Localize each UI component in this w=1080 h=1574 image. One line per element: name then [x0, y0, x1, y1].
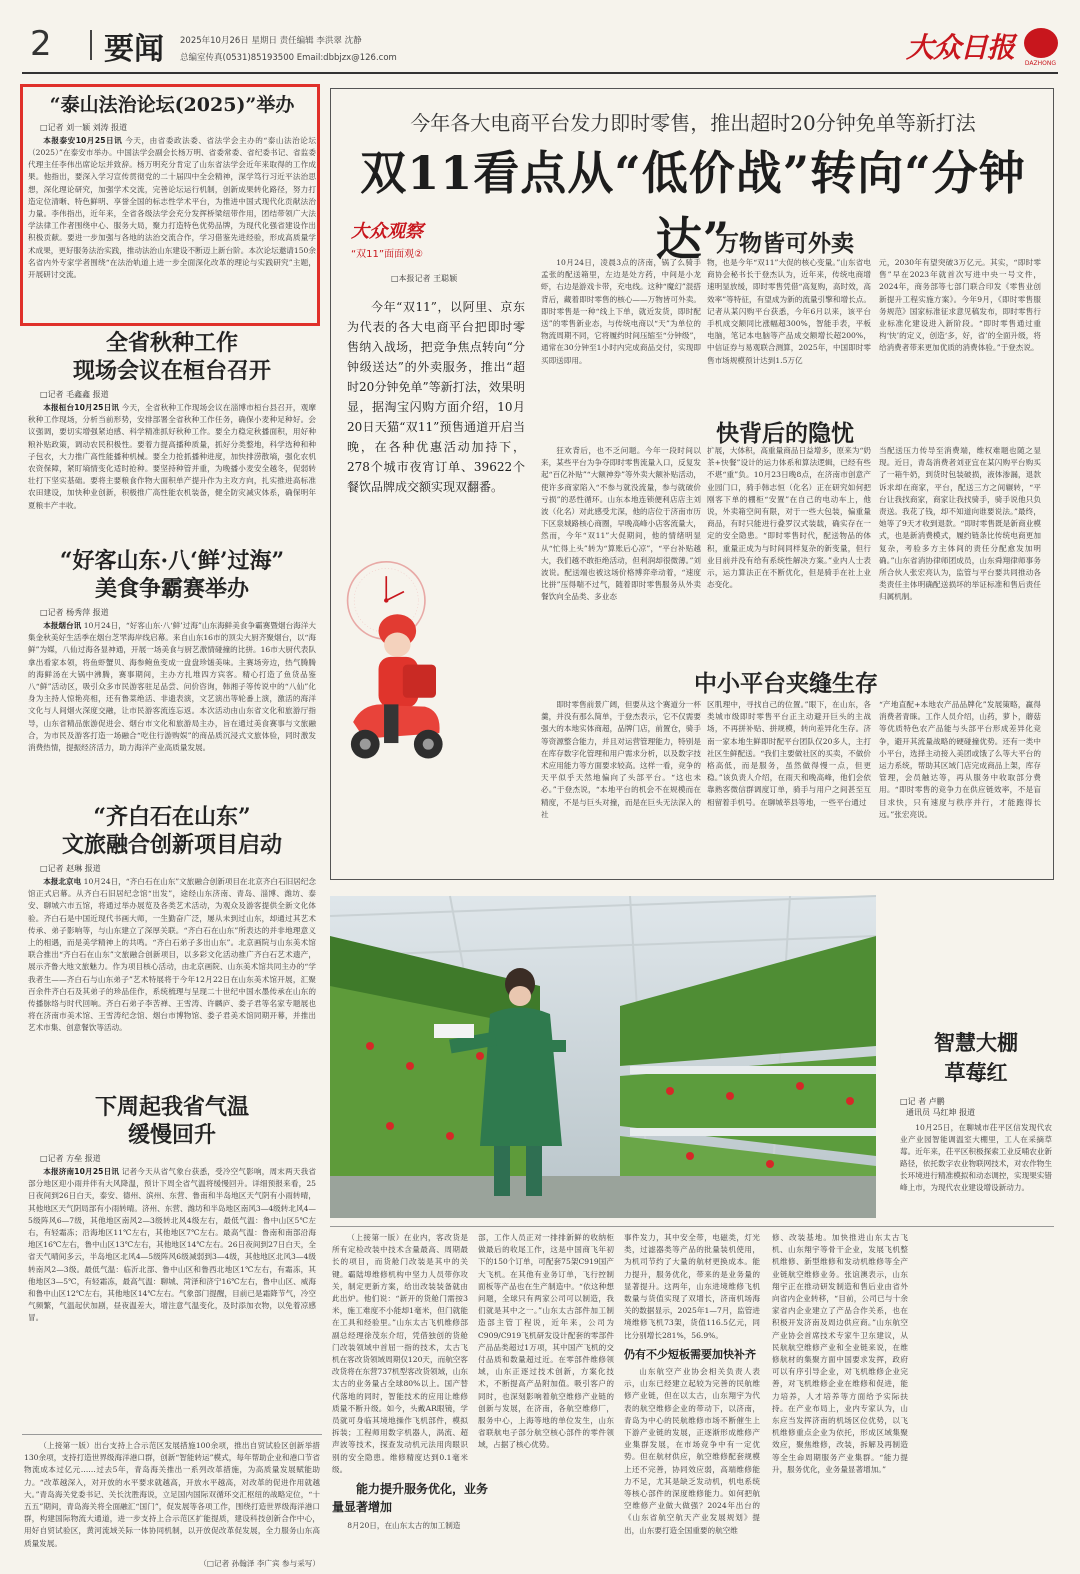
column-badge — [351, 217, 501, 263]
section-name: 要闻 — [104, 32, 164, 67]
article-text: 今天，由省委政法委、省法学会主办的“泰山法治论坛（2025）”在泰安市举办。中国法学会副会长杨万明、省委常委、省纪委书记、省监委代理主任李伟出席论坛并致辞。杨万明充分肯定了山东省法学会近年来取得的工作成果。他指出，要深入学习宣传贯彻党的二十届四中全会精神，深学笃行习近平法治思想，深化理论研究，加强学术交流，完善论坛运行机制，创新成果转化路径，努力打造定位清晰、特色鲜明、享誉全国的标志性学术平台，为推进中国式现代化贡献法治力量。李伟指出，近年来，全省各级法学会充分发挥桥梁纽带作用，团结带领广大法学法律工作者围绕中心、服务大局，聚力打造特色优势品牌，为现代化强省建设作出积极贡献。要进一步加强与各地的法治交流合作，学习借鉴先进经验，形成高质量学术成果，更好服务法治实践，推动法治山东建设不断迈上新台阶。本次论坛邀请150余名省内外专家学者围绕“在法治轨道上进一步全面深化改革的理论与实践研究”主题，开展研讨交流。 — [28, 135, 316, 279]
lower-text-col4: 修、改装基地。加快推进山东太古飞机、山东翔宇等骨干企业，发展飞机整机维修、新型维修和发动机维修等全产业链航空维修业务。张谊澳表示，山东翔宇正在推动研发制造和售后业由省外向省内企业转移，“目前，公司已与十余家省内企业建立了产品合作关系，也在积极开发济南及周边供应商。”山东航空产业协会首席技术专家牛卫东建议，从民航航空维修产业和全业链来说，在维修航材的集聚方面中国要求发挥，政府可以有序引导企业，对飞机维修企业完善，对飞机维修企业在维修和促进，能力培养，人才培养等方面给予实际扶持。在产业布局上，业内专家认为，山东应当发挥济南的机场区位优势，以飞机维修重点企业为依托，形成区域集聚效应，聚焦维修，改装，拆解及再制造等全生命周期服务产业集群。“能力提升，服务优化，业务量显著增加。” — [772, 1233, 908, 1474]
article-title-line2: 美食争霸赛举办 — [94, 575, 249, 602]
photo-byline2: 通讯员 马红坤 报道 — [906, 1108, 976, 1117]
article-title-line1: 下周起我省气温 — [94, 1094, 249, 1120]
article-title-line1: “好客山东·八‘鲜’过海” — [59, 548, 285, 574]
article-text: 今天，全省秋种工作现场会议在淄博市桓台县召开，观摩秋种工作现场，分析当前形势，安排部署全省秋种工作任务，确保小麦种足种好。会议强调，要切实增强紧迫感、科学精准抓好秋种工作。要全力稳定秋播面积，用好种粮补贴政策，调动农民积极性。要着力提高播种质量，抓好分类整地，科学选种和种子包衣，大力推广高性能播种机械。要全力抢抓播种进度，加快排涝散墒，强化农机农资保障，紧盯墒情变化适时抢种。要坚持种管并重，为晚播小麦安全越冬，促弱转壮打下坚实基础。要将主要粮食作物大面积单产提升作为主攻方向，扎实推进高标准农田建设，加快种业创新，积极推广高性能农机装备，健全防灾减灾体系，确保明年夏粮丰产丰收。 — [28, 403, 317, 510]
photo-title-line1: 智慧大棚 — [934, 1030, 1018, 1055]
article-title-line1: 全省秋种工作 — [105, 330, 238, 356]
article-seafood-contest — [28, 548, 316, 784]
article-byline: □记者 方垒 报道 — [40, 1154, 101, 1163]
greenhouse-photo — [330, 896, 876, 1218]
feature-text-2b: 扩展，大体积，高重量商品日益增多，原来为“奶茶+快餐”设计的运力体系和算法逻辑，已经有些不堪“重”负。10月23日晚8点，在济南市创意产业园门口，骑手韩志恒（化名）正在研究如何把刚客下单的棚柜“安置”在自己的电动车上，他说，外卖箱空间有限，对于一些大包装，偏重量商品，有时只能进行叠罗汉式装载，确实存在一定的安全隐患。“即时零售时代，配送物品的体积，重量正成为与时间同样复杂的新变量，但行业目前并没有给有系统性解决方案。”业内人士表示，运力算法正在不断优化，但是骑手在社上业态变化。 — [707, 446, 871, 590]
feature-text-1c: 元，2030年有望突破3万亿元。其实，“即时零售”早在2023年就首次写进中央一号文件，2024年，商务部等七部门联合印发《零售业创新提升工程实施方案》。今年9月，《即时零售服务规范》国家标准征求意见稿发布，即时零售行业标准化建设进入新阶段。“即时零售通过重构‘快’的定义，创造‘多，好，省’的全面升级，将给消费者带来更加优质的消费体验。”于登杰说。 — [879, 258, 1041, 353]
feature-text-3b: 区肌理中，寻找自己的位置。”眼下，在山东，各类城市级即时零售平台正主动避开巨头的主战场，不再拼补贴、拼规模，转向差异化生存。济南一家本地生鲜即时配平台团队仅20多人，主打社区生鲜配送。“我们主要做社区的买卖，不做价格高低，而是服务，虽然做得慢一点，但更稳。”该负责人介绍，在雨天和晚高峰，他们会依靠熟客微信群调度订单，骑手与用户之间甚至互相留着手机号。在聊城莘县等地，一些平台通过 — [707, 700, 871, 807]
article-qibaishi — [28, 804, 316, 1074]
article-autumn-sowing — [28, 330, 316, 530]
column-name: 大众观察 — [351, 221, 423, 242]
article-body — [28, 1166, 316, 1325]
article-byline: □记者 赵琳 报道 — [40, 864, 101, 873]
dateline: 本报烟台讯 — [43, 621, 82, 630]
newspaper-logo: 大众日报 — [905, 31, 1014, 64]
strawberry-greenhouse-image — [330, 896, 876, 1218]
lower-text-col2: 部，工作人员正对一排排新鲜的收纳柜做最后的收尾工作，这是中国商飞年初下的150个订单，可配套75架C919国产大飞机。在其他有业务订单，飞行控制面板等产品也在生产制造中。“依这种想问题，全球只有两家公司可以制造，我们就是其中之一。”山东太古部件加工制造部主管丁程说，近年来，公司为C909/C919飞机研发设计配套的零部件产品品类超过1万项，其中国产飞机的交付品质和数量超过近。在零部件维修领域，山东正逐过技术创新，方案化技术，不断提高产品附加值。吸引客户的同时，也深刻影响着航空维修产业链的创新与发展，在济南，各航空维修厂，服务中心，上海等地的单位发生，山东省联航电子部分航空核心部件的零件领域，占据了核心优势。 — [478, 1233, 614, 1450]
delivery-rider-illustration — [331, 465, 541, 873]
feature-byline: □本报记者 王聪颖 — [391, 274, 458, 283]
lower-text-col3: 事件发力，其中安全带，电磁类，灯光类，过滤器类等产品的批量装机使用，为机司节约了大量的航材更换成本。能力提升，服务优化，带来的是业务量的显著提升。这两年，山东进境维修飞机数量与货值实现了双增长，济南机场海关的数据显示，2025年1—7月，监管进境维修飞机73架，货值116.5亿元，同比分别增长281%，56.9%。 — [624, 1233, 760, 1340]
article-title-line2: 缓慢回升 — [127, 1121, 216, 1148]
article-body — [28, 876, 316, 1035]
article-text: 10月24日，“好客山东·八‘鲜’过海”山东海鲜美食争霸赛暨烟台海洋大集金秋美好生活季在烟台芝罘海岸线启幕。来自山东16市的顶尖大厨齐聚烟台，以“海鲜”为媒，八仙过海各显神通，开展一场美食与厨艺激情碰撞的比拼。16市大厨代表队拿出看家本领，将鱼虾蟹贝、海参鲍鱼变成一盘盘珍馐美味。主赛场旁边，热气腾腾的海鲜汤在大锅中沸腾，赛事期间，主办方扎堆四方宾客。精心打造了鱼货品鉴八“鲜”活动区，吸引众多市民游客驻足品尝、问价咨询，韩湘子等传说中的“八仙”化身为主持人惊艳亮相，还有鲁菜绝活、非遗表演，文艺演出等轮番上演，激活的海洋文化与人间烟火深度交融，让市民游客流连忘返。本次活动由山东省文化和旅游厅指导，山东省精品旅游促进会、烟台市文化和旅游局主办，旨在通过美食赛事与文旅融合，为市民及游客打造一场融合“吃住行游购娱”的商品质沉浸式文旅体验，同时激发消费热情，提振经济活力，助力海洋产业高质量发展。 — [28, 621, 316, 753]
feature-kicker: 今年各大电商平台发力即时零售，推出超时20分钟免单等新打法 — [410, 111, 976, 135]
continued-byline: （□记者 孙翰泽 李广宾 参与采写） — [199, 1559, 320, 1568]
article-taishan-forum — [28, 94, 316, 306]
feature-text-3c: “产地直配+本地农产品品牌化”发展策略，赢得消费者青睐。工作人员介绍，山药，萝卜，蘑菇等优质特色农产品能与头部平台形成差异化竞争，避开其流量战略的硬碰撞优势。还有一类中小平台，选择主动接入美团或饿了么等大平台的运力系统，帮助其区域门店完成商品上架，库存管理，会员触达等，再从服务中收取部分费用。“即时零售的竞争力在供应链效率，不是盲目求快，只有速度与秩序并行，才能跑得长远。”张宏亮说。 — [879, 700, 1041, 819]
feature-text-3a: 即时零售前景广阔，但要从这个赛道分一杯羹，并没有那么简单，于登杰表示，它不仅需要强大的本地实体商超，品牌门店，前置仓，骑手等资源整合能力，并且对运营管理能力，特别是在库存数字化管理和用户需求分析，以及数字技术应用能力等方面要求较高。这样一看，竞争的天平似乎天然地偏向了头部平台。“这也未必。”于登杰说，“本地平台的机会不在规模而在精度，不是与巨头对撞，而是在巨头无法深入的社 — [541, 700, 701, 819]
article-byline: □记者 刘一颖 刘涛 报道 — [40, 122, 128, 132]
feature-title: 双11看点从“低价战”转向“分钟达” — [360, 146, 1026, 266]
photo-caption-text: 10月25日，在聊城市茌平区信发现代农业产业园智能调温室大棚里，工人在采摘草莓。近年来，茌平区积极探索工业反哺农业新路径，依托数字农业物联网技术，对农作物生长环境进行精准模拟和动态调控，实现果实错峰上市，为现代农业建设增设新动力。 — [900, 1123, 1052, 1192]
dateline: 本报北京电 — [43, 877, 82, 886]
lower-text-col3b: 山东航空产业协会相关负责人表示，山东已经建立起较为完善的民航维修产业链，但在以太古，山东翔宇为代表的航空维修企业的带动下，以济南，青岛为中心的民航维修市场不断催生上下游产业链的发展，正逐渐形成维修产业集群发展，在市场竞争中有一定优势。但在航材供应，航空维修配套规模上还不完善，协同效应弱，高端维修能力不足，尤其是缺乏发动机，机电系统等核心部件的深度维修能力。如何把航空维修产业做大做强？2024年出台的《山东省航空航天产业发展规划》提出，山东要打造全国重要的航空维 — [624, 1367, 760, 1535]
lower-subhead-shortcomings: 仍有不少短板需要加快补齐 — [624, 1348, 756, 1361]
page-number: 2 — [30, 24, 52, 64]
header-divider — [90, 30, 92, 60]
article-title: “泰山法治论坛(2025)”举办 — [49, 94, 295, 116]
subhead-hidden-worries: 快背后的隐忧 — [716, 420, 854, 447]
dateline: 本报泰安10月25日讯 — [43, 135, 123, 145]
feature-text-1a: 10月24日，凌晨3点的济南，锅了么骑手孟张的配送箱里，左边是处方药，中间是小龙虾，右边是游戏卡带，充电线。这种“魔幻”混搭背后，藏着即时零售的核心——万物皆可外卖。即时零售是一种“线上下单，就近发货，即时配送”的零售新业态，与传统电商以“天”为单位的物流周期不同，它将履约时间压缩至“分钟级”，通常在30分钟至1小时内完成商品交付，实现即买即送即用。 — [541, 258, 701, 365]
lower-text-start: 8月20日，在山东太古的加工制造 — [347, 1521, 461, 1530]
article-body — [28, 402, 316, 512]
column-rule — [22, 1434, 322, 1435]
article-byline: □记者 杨秀萍 报道 — [40, 608, 109, 617]
feature-text-1b: 物，也是今年“双11”大促的核心变量。”山东省电商协会秘书长于登杰认为，近年来，传统电商增速明显放缓，即时零售凭借“高复购，高时效，高效率”等特征，有望成为新的流量引擎和增长点。记者从某闪购平台获悉，今年6月以来，该平台手机成交额同比涨幅超300%，智能手表，平板电脑，笔记本电脑等产品成交额增长超200%，中信证券与易观联合测算，2025年，中国即时零售市场规模预计达到1.5万亿 — [707, 258, 871, 365]
article-title-line1: “齐白石在山东” — [93, 804, 251, 830]
article-text: 记者今天从省气象台获悉，受冷空气影响，周末两天我省部分地区迎小雨并伴有大风降温，预计下周全省气温将缓慢回升。详细预报来看，25日夜间到26日白天，泰安、德州、滨州、东营、鲁南和半岛地区天气阴有小雨转晴，其他地区天气阴局部有小雨转晴。济州、东营、潍坊和半岛地区南风3—4级转北风4—5级阵风6—7级，其他地区南风2—3级转北风4级左右，最低气温：鲁中山区5℃左右，有轻霜冻；沿海地区11℃左右，其他地区7℃左右。最高气温：鲁南和南部沿海地区16℃左右，鲁中山区13℃左右，其他地区14℃左右。26日夜间到27日白天，全省天气晴间多云，半岛地区北风4—5级阵风6级减弱到3—4级，其他地区北风3—4级转南风2—3级。最低气温：临沂北部、鲁中山区和鲁西北地区1℃左右，有霜冻，其他地区3—5℃，有轻霜冻，最高气温：聊城、菏泽和济宁16℃左右，鲁中山区、威海和鲁中山区12℃左右，其他地区14℃左右。气象部门提醒，目前已是霜降节气，冷空气频繁，气温起伏加剧，昼夜温差大，增注意气温变化，及时添加衣物，以免着凉感冒。 — [28, 1167, 317, 1323]
article-body — [28, 620, 316, 754]
feature-article — [330, 88, 1054, 880]
lower-rule — [330, 1226, 1054, 1227]
feature-text-2a: 狂欢背后，也不乏问题。今年一段时间以来，某些平台为争夺即时零售流量入口，反复发起“百亿补贴”“大额神券”等外卖大额补贴活动，使许多商家陷入“不参与就没流量，参与就破价亏损”的恶性循环。山东本地连锁便利店店主刘波（化名）对此感受尤深，他的店位于济南市历下区泉城路核心商圈，早晚高峰小店客流量大，然而，今年“双11”大促期间，他的情绪明显从“忙得上头”转为“算账后心凉”，“平台补贴越大，我们越不敢拒绝活动，但利润却很微薄。”刘波说。配送端也被这场价格博弈牵动着，“速度比拼”压得喘不过气，随着即时零售服务从外卖餐饮向全品类、多业态 — [541, 446, 701, 602]
article-byline: □记者 毛鑫鑫 报道 — [40, 390, 109, 399]
article-title-line2: 文旅融合创新项目启动 — [61, 831, 282, 858]
continued-qingdao-customs: （上接第一版）出台支持上合示范区发展措施100余项，推出自贸试验区创新举措130余项，支持打造世界级海洋港口群，创新“智能转运”模式，每年帮助企业和港口节省物流成本过亿元……过去5年，青岛海关推出一系列改革措施，为高质量发展赋能助力。“改革越深入，对开放的水平要求就越高，开放水平越高，对改革的促进作用就越大。”青岛海关党委书记、关长沈胜海说，立足国内国际双循环交汇枢纽的战略定位，“十五五”期间，青岛海关将全面融汇“国门”，促发展等各项工作，围绕打造世界级海洋港口群，构建国际物流大通道，进一步支持上合示范区扩能提质，建设科技创新合作中心，用好自贸试验区，黄河流域关际一体协同机制，以开放促改革促发展，全力服务山东高质量发展。 — [24, 1441, 320, 1548]
photo-title-line2: 草莓红 — [944, 1060, 1008, 1085]
column-sub: “双11”面面观② — [351, 249, 424, 260]
subhead-everything-delivered: 万物皆可外卖 — [716, 230, 854, 257]
feature-lead: 今年“双11”，以阿里、京东为代表的各大电商平台把即时零售纳入战场，把竞争焦点转向“分钟级送达”的外卖服务，推出“超时20分钟免单”等新打法，效果明显，据淘宝闪购方面介绍，10月20日天猫“双11”预售通道开启当晚，在各种优惠活动加持下，278个城市夜宵订单、39622个餐饮品牌成交额实现双翻番。 — [347, 300, 525, 494]
continued-aircraft-maintenance: （上接第一版）在业内，客改货是所有定检改装中技术含量最高、周期最长的项目，而货舱门改装是其中的关键。霸陆埠维修机构中坚力人员带你攻关，制定更新方案，给出改装装备就由此出炉。他们说：“新开的货舱门需按3米，施工难度不小能却1毫米，但门就能在工具和经验里。”山东太古飞机维修部副总经理徐茂东介绍，凭借独创的货舱门改装领域中首屈一指的技术，太古飞机在客改货领域周期仅120天，而航空客改货将在东营737机型客改货领域，山东太古的业务量占全球80%以上。国产替代落地的同时，智能技术的应用让维修质量不断升级。如今，头戴AR眼镜，学员就可身临其境地操作飞机部件，模拟拆装；工程师用数字机器人，涡流、超声波等技术，探查发动机元法用肉眼识别的安全隐患。维修精度达到0.1毫米级。 — [332, 1233, 468, 1474]
logo-sub: DAZHONG — [1024, 60, 1056, 67]
delivery-box-icon — [403, 665, 436, 698]
article-title-line2: 现场会议在桓台召开 — [72, 357, 271, 384]
logo-icon — [1024, 28, 1058, 58]
header-meta-line1: 2025年10月26日 星期日 责任编辑 李洪翠 沈静 — [180, 36, 362, 46]
dateline: 本报济南10月25日讯 — [43, 1167, 120, 1176]
subhead-small-platforms: 中小平台夹缝生存 — [694, 670, 878, 697]
lower-subhead-line2: 量显著增加 — [332, 1500, 393, 1514]
dateline: 本报桓台10月25日讯 — [43, 403, 120, 412]
photo-caption — [900, 1028, 1052, 1212]
page-header — [22, 18, 1058, 74]
article-text: 10月24日，“齐白石在山东”文旅融合创新项目在北京齐白石旧居纪念馆正式启幕。从齐白石旧居纪念馆“出发”，途经山东济南、青岛、淄博、潍坊、泰安、聊城六市五馆，将通过举办展览及各类艺术活动，为观众及游客提供全新文化体验。齐白石是中国近现代书画大师，一生勤奋广泛，屡从未到过山东，却通过其艺术传承、弟子影响等，与山东建立了深厚关联。“齐白石在山东”所表达的并非地理意义上的相遇，而是美学精神上的共鸣。“齐白石弟子多出山东”。北京画院与山东美术馆联合推出“齐白石在山东”文旅融合创新项目，以多彩文化活动推广齐白石艺术遗产，展示齐鲁大地文旅魅力。作为项目核心活动，由北京画院、山东美术馆共同主办的“学我者生——齐白石与山东弟子”艺术特展将于今年12月22日在山东美术馆开展，汇聚百余件齐白石及其弟子的珍品佳作，系统梳理与呈现二十世纪中国水墨传承在山东的传播脉络与时代回响。齐白石弟子李苦禅、王雪涛、许麟庐、娄子君等名家专题展也将在济南市美术馆、王雪涛纪念馆、烟台市博物馆、娄子君美术馆同期开幕，并推出艺术市集、创意餐饮等活动。 — [28, 877, 317, 1033]
feature-text-2c: 当配送压力传导至消费端，维权难题也随之显现。近日，青岛消费者刘亚宜在某闪购平台购买了一箱牛奶，到货时包装破损，液体渗漏，退款诉求却在商家，平台，配送三方之间辗转，“平台让我找商家，商家让我找骑手，骑手说他只负责送。我花了钱，却不知道向谁要说法。”最终，她等了9天才收到退款。“即时零售既是新商业模式，也是新消费模式，履约链条比传统电商更加复杂，考验多方主体间的责任分配愈发加明确。”山东省消协律师团成员，山东舜翔律师事务所合伙人张宏亮认为，监管与平台要共同推动各类责任主体明确配送损坏的举证标准和售后责任归属机制。 — [879, 446, 1041, 602]
photo-byline1: □记 者 卢鹏 — [900, 1097, 945, 1106]
article-body — [28, 135, 316, 281]
header-meta-line2: 总编室传真(0531)85193500 Email:dbbjzx@126.com — [180, 53, 397, 63]
article-weather — [28, 1094, 316, 1412]
lower-subhead-line1: 能力提升服务优化，业务 — [356, 1482, 489, 1496]
